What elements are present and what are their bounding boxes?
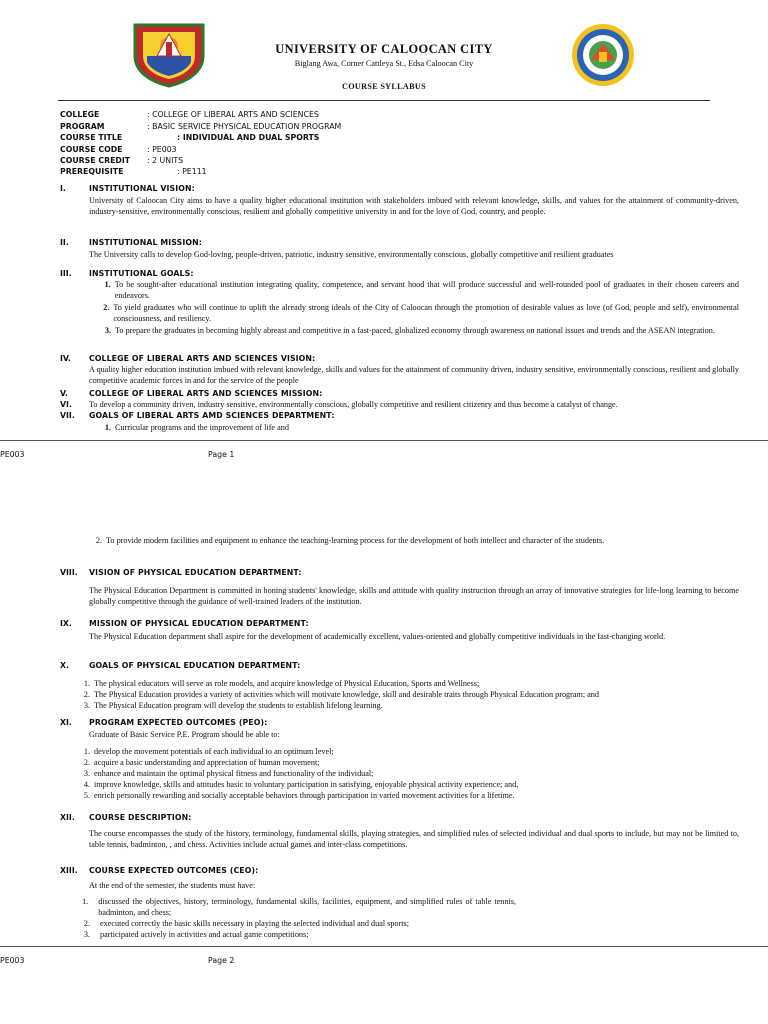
footer-course-code: PE003 [0,956,25,965]
list-item: 2. To provide modern facilities and equipment to enhance the teaching-learning process for the development of both intellect and character of the students. [95,536,605,545]
section-text: To develop a community driven, industry sensitive, environmentally conscious, globally competitive and resilient citizenry and thus become a catalyst of change. [89,400,618,409]
list-item: 2. acquire a basic understanding and appreciation of human movement; [83,758,320,767]
list-item: 5. enrich personally rewarding and socially acceptable behaviors through participation in varied movement activities for a lifetime. [83,791,515,800]
document-title: COURSE SYLLABUS [342,82,426,91]
section-heading: COURSE EXPECTED OUTCOMES (CEO): [89,866,259,875]
university-name: UNIVERSITY OF CALOOCAN CITY [275,42,493,56]
list-item: 1. To be sought-after educational institution integrating quality, competence, and servant hood that will produce successful and well-rounded pool of graduates in their chosen careers and endeavors. [104,280,739,300]
section-text: The Physical Education department shall aspire for the development of academically excellent, values-oriented and globally competitive individuals in the fast-changing world. [89,632,666,641]
info-prerequisite: PREREQUISITE : PE111 [60,167,207,176]
footer-page-number: Page 2 [208,956,235,965]
section-heading: GOALS OF PHYSICAL EDUCATION DEPARTMENT: [89,661,301,670]
list-item: 1. develop the movement potentials of each individual to an optimum level; [83,747,334,756]
header-divider [58,100,710,101]
list-item: 3. enhance and maintain the optimal physical fitness and functionality of the individual; [83,769,374,778]
university-seal-logo [570,22,636,88]
info-program: PROGRAM : BASIC SERVICE PHYSICAL EDUCATION PROGRAM [60,122,342,131]
footer-page-number: Page 1 [208,450,235,459]
list-item: 3. participated actively in activities and actual game competitions; [83,930,309,939]
list-item: 2. executed correctly the basic skills necessary in playing the selected individual and dual sports; [83,919,409,928]
section-heading: VISION OF PHYSICAL EDUCATION DEPARTMENT: [89,568,302,577]
section-heading: COLLEGE OF LIBERAL ARTS AND SCIENCES MISSION: [89,389,323,398]
section-heading: COURSE DESCRIPTION: [89,813,192,822]
section-heading: INSTITUTIONAL MISSION: [89,238,202,247]
section-heading: INSTITUTIONAL GOALS: [89,269,194,278]
info-course-code: COURSE CODE : PE003 [60,145,177,154]
info-course-credit: COURSE CREDIT : 2 UNITS [60,156,184,165]
section-heading: PROGRAM EXPECTED OUTCOMES (PEO): [89,718,268,727]
section-text: Graduate of Basic Service P.E. Program should be able to: [89,730,280,739]
university-address: Biglang Awa, Corner Cattleya St., Edsa Caloocan City [294,59,474,68]
list-item: 4. improve knowledge, skills and attitudes basic to voluntary participation in satisfying, enjoyable physical activity experience; and, [83,780,519,789]
section-text: The Physical Education Department is committed in honing students' knowledge, skills and attitude with quality instruction through an array of innovative strategies for life-long learning to become globally competitive through the guidance of well-trained leaders of the institution. [89,586,739,606]
section-heading: COLLEGE OF LIBERAL ARTS AND SCIENCES VISION: [89,354,316,363]
section-heading: GOALS OF LIBERAL ARTS AMD SCIENCES DEPARTMENT: [89,411,335,420]
section-text: A quality higher education institution imbued with relevant knowledge, skills and values for the attainment of community driven, industry sensitive, environmentally conscious, resilient and globally competitive academic forces in and for the service of the people [89,365,739,385]
section-text: The course encompasses the study of the history, terminology, fundamental skills, playing strategies, and simplified rules of selected individual and dual sports to include, but may not be limited to, table tennis, badminton, , and chess. Activities include actual games and inter-class competitions. [89,829,739,849]
list-item: 3. The Physical Education program will develop the students to establish lifelong learning. [83,701,383,710]
list-item: 3. To prepare the graduates in becoming highly abreast and competitive in a fast-paced, globalized economy through awareness on national issues and trends and the ASEAN integration. [104,326,715,335]
page-divider [0,440,768,441]
list-item: 1. Curricular programs and the improvement of life and [104,423,289,432]
section-heading: MISSION OF PHYSICAL EDUCATION DEPARTMENT: [89,619,309,628]
list-item: 1. discussed the objectives, history, terminology, fundamental skills, facilities, equipment, and simplified rules of table tennis, badminton, and chess; [82,897,516,917]
section-heading: INSTITUTIONAL VISION: [89,184,195,193]
footer-course-code: PE003 [0,450,25,459]
section-text: At the end of the semester, the students must have: [89,881,256,890]
info-course-title: COURSE TITLE : INDIVIDUAL AND DUAL SPORTS [60,133,320,142]
page-divider [0,946,768,947]
section-text: The University calls to develop God-loving, people-driven, patriotic, industry sensitive, environmentally conscious, globally competitive and resilient graduates [89,250,614,259]
section-text: University of Caloocan City aims to have a quality higher educational institution with stakeholders imbued with relevant knowledge, skills, and values for the attainment of community-driven, industry-sensitive, environmentally conscious, resilient and globally competitive university in and for the love of God, country, and people. [89,196,739,216]
list-item: 1. The physical educators will serve as role models, and acquire knowledge of Physical Education, Sports and Wellness; [83,679,480,688]
list-item: 2. To yield graduates who will continue to uplift the already strong ideals of the City of Caloocan through the promotion of desirable values as love (of God, people and self), environmental consciousness, and resiliency. [103,303,739,323]
list-item: 2. The Physical Education provides a variety of activities which will motivate knowledge, skill and desirable traits through Physical Education program; and [83,690,599,699]
info-college: COLLEGE : COLLEGE OF LIBERAL ARTS AND SCIENCES [60,110,319,119]
